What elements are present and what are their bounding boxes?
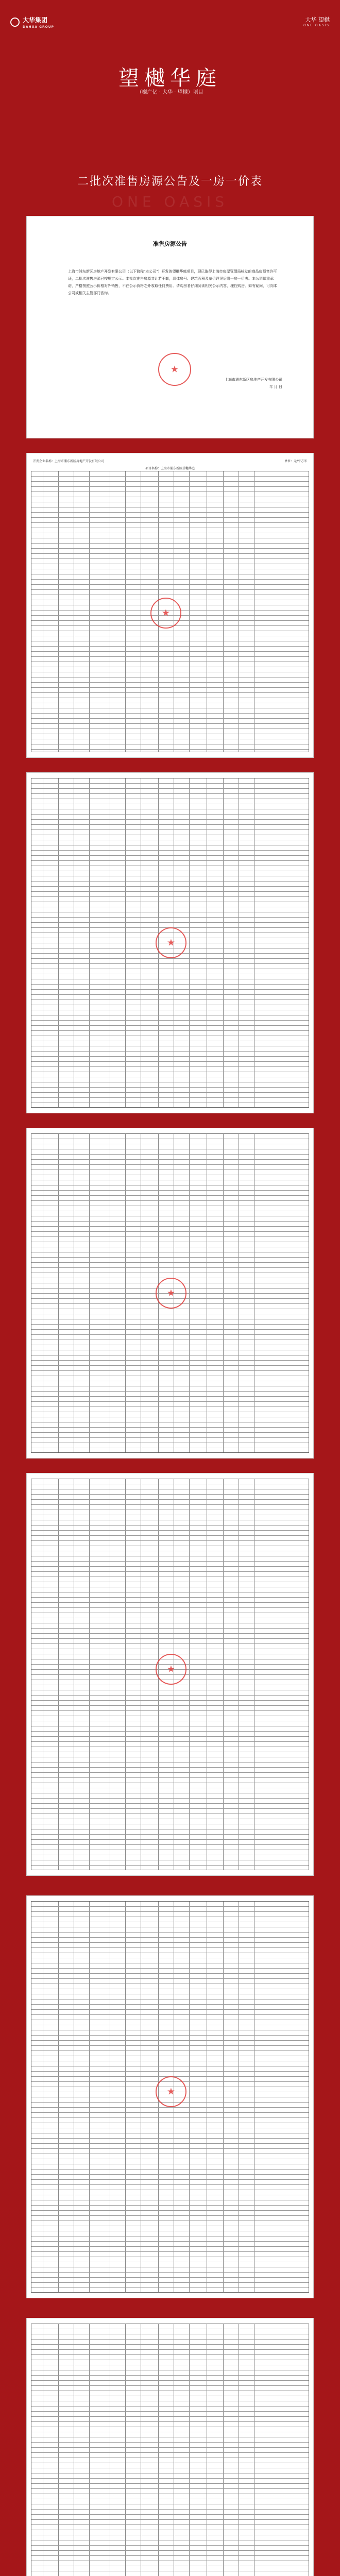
table-meta-right: 单位：元/平方米 bbox=[284, 460, 307, 463]
price-table-page-2 bbox=[27, 773, 313, 1113]
hero-title: 望樾华庭 bbox=[118, 66, 222, 90]
hero-subtitle: （樾广亿 · 大华 · 望樾）项目 bbox=[137, 90, 203, 95]
brand-right-en: ONE OASIS bbox=[303, 24, 330, 27]
table-meta bbox=[33, 459, 307, 463]
brand-logo-left bbox=[10, 15, 54, 29]
table-meta-left: 开发企业名称：上海市浦东新区房地产开发有限公司 bbox=[33, 460, 105, 463]
notice-document bbox=[27, 216, 313, 438]
brand-mark-icon bbox=[10, 18, 20, 27]
price-table-page-4 bbox=[27, 1473, 313, 1875]
price-table-grid bbox=[31, 2324, 309, 2576]
price-table-page-1 bbox=[27, 453, 313, 757]
official-seal bbox=[156, 2076, 186, 2107]
official-seal bbox=[156, 927, 186, 958]
brand-logo-right bbox=[303, 15, 330, 27]
notice-sign-date: 年 月 日 bbox=[269, 385, 282, 389]
official-seal bbox=[158, 353, 191, 386]
brand-left-en: DAHUA GROUP bbox=[23, 25, 54, 29]
official-seal bbox=[156, 1654, 186, 1685]
brand-left-name: 大华集团 bbox=[23, 16, 48, 24]
watermark: ONE OASIS bbox=[111, 193, 229, 210]
price-table-page-6 bbox=[27, 2318, 313, 2576]
announcement-title: 二批次准售房源公告及一房一价表 bbox=[77, 175, 263, 188]
notice-title: 准售房源公告 bbox=[153, 241, 187, 247]
notice-sign-company: 上海市浦东新区房地产开发有限公司 bbox=[225, 378, 282, 382]
notice-signature bbox=[225, 376, 282, 391]
official-seal bbox=[150, 598, 181, 629]
price-table-page-5 bbox=[27, 1896, 313, 2298]
notice-body: 上海市浦东新区房地产开发有限公司（以下简称"本公司"）开发的望樾华庭项目，现已取得上海市房屋管理局核发的商品房预售许可证，二批次准售房源已按规定公示。本批次准售房源共计若干套，具体房号、建筑面积及单价详见后附一房一价表。本公司郑重承诺，严格按照公示价格对外销售，不在公示价格之外收取任何费用。请购房者仔细阅读相关公示内容，理性购房。如有疑问，可向本公司或相关主管部门咨询。 bbox=[68, 269, 277, 295]
official-seal bbox=[156, 1278, 186, 1309]
price-table-page-3 bbox=[27, 1128, 313, 1458]
brand-right-name: 大华 望樾 bbox=[305, 16, 330, 23]
table-meta-center: 项目名称：上海市浦东新区望樾华庭 bbox=[145, 467, 195, 470]
